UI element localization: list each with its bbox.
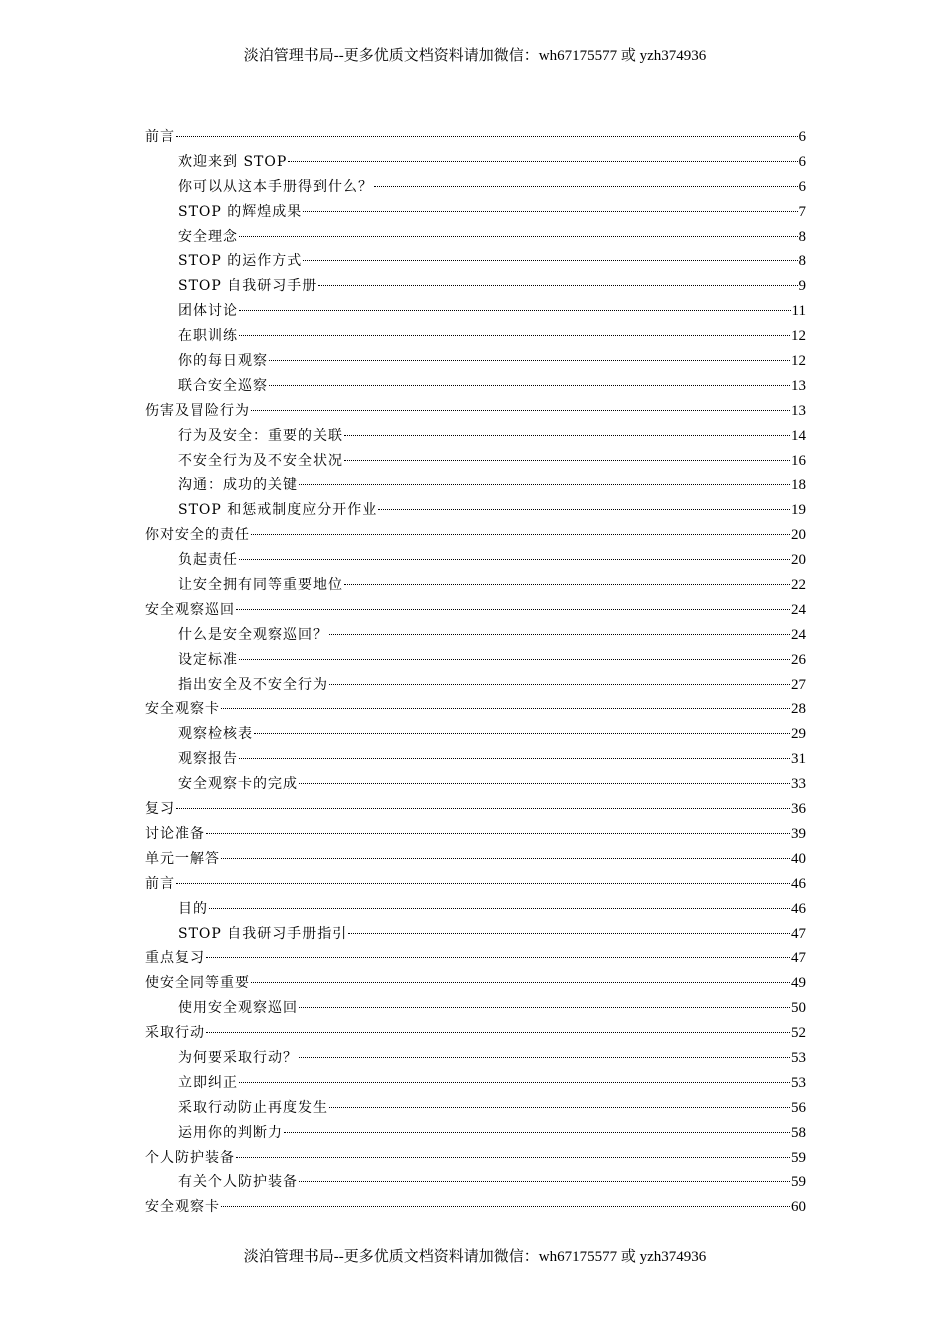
toc-entry-title: 你对安全的责任 (145, 527, 250, 544)
toc-entry-page-number: 50 (791, 1000, 806, 1017)
toc-entry-title: 个人防护装备 (145, 1149, 235, 1166)
toc-entry-title: 使安全同等重要 (145, 975, 250, 992)
toc-entry[interactable] (145, 226, 806, 251)
toc-entry-page-number: 12 (791, 353, 806, 370)
toc-dot-leader (288, 160, 797, 162)
toc-dot-leader (303, 210, 797, 212)
toc-entry-page-number: 11 (791, 303, 806, 320)
toc-entry[interactable] (145, 848, 806, 873)
toc-entry-title: STOP 的运作方式 (178, 253, 303, 270)
toc-entry[interactable] (145, 1196, 806, 1221)
toc-dot-leader (221, 857, 790, 859)
page-header: 淡泊管理书局--更多优质文档资料请加微信：wh67175577 或 yzh374936 (243, 48, 707, 64)
toc-dot-leader (206, 832, 790, 834)
toc-entry-title: 为何要采取行动？ (178, 1049, 298, 1066)
toc-dot-leader (206, 1031, 790, 1033)
toc-entry-title: 观察报告 (178, 751, 238, 768)
toc-entry-title: 在职训练 (178, 328, 238, 345)
toc-entry[interactable] (145, 549, 806, 574)
toc-dot-leader (239, 757, 790, 759)
toc-entry[interactable] (145, 624, 806, 649)
toc-entry[interactable] (145, 375, 806, 400)
toc-entry-page-number: 18 (791, 477, 806, 494)
toc-entry-title: 有关个人防护装备 (178, 1174, 298, 1191)
toc-entry[interactable] (145, 499, 806, 524)
toc-entry[interactable] (145, 350, 806, 375)
toc-dot-leader (269, 384, 790, 386)
toc-entry[interactable] (145, 748, 806, 773)
toc-entry[interactable] (145, 898, 806, 923)
toc-entry-page-number: 24 (791, 601, 806, 618)
toc-dot-leader (299, 483, 790, 485)
toc-entry[interactable] (145, 723, 806, 748)
toc-entry-title: 不安全行为及不安全状况 (178, 452, 343, 469)
toc-dot-leader (348, 932, 790, 934)
toc-dot-leader (209, 907, 790, 909)
toc-entry-page-number: 26 (791, 651, 806, 668)
toc-entry-page-number: 56 (791, 1099, 806, 1116)
toc-entry-title: 安全观察卡的完成 (178, 776, 298, 793)
toc-dot-leader (303, 259, 797, 261)
toc-dot-leader (251, 409, 790, 411)
toc-entry-page-number: 59 (791, 1174, 806, 1191)
toc-dot-leader (239, 309, 791, 311)
toc-entry[interactable] (145, 823, 806, 848)
toc-entry[interactable] (145, 1072, 806, 1097)
toc-entry-title: 前言 (145, 129, 175, 145)
toc-entry-title: 采取行动防止再度发生 (178, 1099, 328, 1116)
toc-entry-title: 目的 (178, 900, 208, 917)
toc-entry-page-number: 49 (791, 975, 806, 992)
toc-dot-leader (254, 732, 790, 734)
toc-dot-leader (239, 558, 790, 560)
toc-entry-page-number: 28 (791, 701, 806, 718)
toc-dot-leader (299, 1180, 790, 1182)
toc-entry-page-number: 22 (791, 577, 806, 594)
toc-entry-page-number: 53 (791, 1049, 806, 1066)
toc-entry-page-number: 29 (791, 726, 806, 743)
toc-entry-page-number: 16 (791, 452, 806, 469)
toc-dot-leader (344, 459, 790, 461)
toc-entry-title: 运用你的判断力 (178, 1124, 283, 1141)
toc-entry-title: 沟通：成功的关键 (178, 477, 298, 494)
toc-entry-page-number: 47 (791, 950, 806, 967)
toc-entry-page-number: 24 (791, 626, 806, 643)
toc-dot-leader (221, 707, 790, 709)
toc-entry-page-number: 6 (798, 129, 806, 145)
toc-entry[interactable] (145, 947, 806, 972)
toc-entry-title: 你可以从这本手册得到什么？ (178, 178, 373, 195)
toc-entry-page-number: 52 (791, 1025, 806, 1042)
toc-dot-leader (329, 683, 790, 685)
toc-dot-leader (344, 434, 790, 436)
toc-entry-title: 团体讨论 (178, 303, 238, 320)
toc-dot-leader (299, 782, 790, 784)
toc-entry-title: 你的每日观察 (178, 353, 268, 370)
toc-entry[interactable] (145, 574, 806, 599)
toc-entry-page-number: 47 (791, 925, 806, 942)
toc-entry[interactable] (145, 798, 806, 823)
toc-entry[interactable] (145, 1171, 806, 1196)
toc-entry-title: 重点复习 (145, 950, 205, 967)
toc-entry[interactable] (145, 325, 806, 350)
toc-entry[interactable] (145, 923, 806, 948)
toc-dot-leader (344, 583, 790, 585)
toc-dot-leader (236, 1156, 790, 1158)
toc-entry-page-number: 6 (798, 153, 806, 170)
toc-dot-leader (176, 882, 790, 884)
toc-entry[interactable] (145, 474, 806, 499)
toc-entry[interactable] (145, 176, 806, 201)
toc-entry[interactable] (145, 126, 806, 151)
toc-entry-title: 采取行动 (145, 1025, 205, 1042)
toc-dot-leader (206, 956, 790, 958)
toc-entry[interactable] (145, 1097, 806, 1122)
toc-entry-page-number: 46 (791, 900, 806, 917)
toc-entry-title: 讨论准备 (145, 825, 205, 842)
toc-dot-leader (239, 235, 798, 237)
toc-entry-page-number: 59 (791, 1149, 806, 1166)
toc-entry-page-number: 53 (791, 1074, 806, 1091)
toc-dot-leader (236, 608, 790, 610)
toc-entry-page-number: 13 (791, 377, 806, 394)
toc-dot-leader (221, 1205, 790, 1207)
toc-entry-page-number: 58 (791, 1124, 806, 1141)
toc-dot-leader (299, 1006, 790, 1008)
toc-entry-title: 什么是安全观察巡回？ (178, 626, 328, 643)
toc-entry-title: 欢迎来到 STOP (178, 153, 288, 170)
toc-entry-title: 安全观察卡 (145, 1199, 220, 1216)
toc-entry[interactable] (145, 524, 806, 549)
toc-entry-title: 观察检核表 (178, 726, 253, 743)
toc-entry-page-number: 20 (791, 552, 806, 569)
toc-entry-title: 使用安全观察巡回 (178, 1000, 298, 1017)
toc-entry-title: 复习 (145, 801, 175, 818)
toc-entry-page-number: 8 (798, 228, 806, 245)
toc-entry-title: STOP 自我研习手册 (178, 278, 318, 295)
toc-entry-page-number: 9 (798, 278, 806, 295)
toc-entry[interactable] (145, 201, 806, 226)
toc-entry[interactable] (145, 400, 806, 425)
toc-entry-page-number: 6 (798, 178, 806, 195)
toc-entry-page-number: 31 (791, 751, 806, 768)
toc-entry[interactable] (145, 972, 806, 997)
toc-entry-page-number: 14 (791, 427, 806, 444)
toc-dot-leader (239, 1081, 790, 1083)
toc-entry-page-number: 60 (791, 1199, 806, 1216)
toc-entry-page-number: 27 (791, 676, 806, 693)
toc-entry[interactable] (145, 1147, 806, 1172)
toc-entry-page-number: 7 (798, 203, 806, 220)
toc-entry[interactable] (145, 649, 806, 674)
toc-entry[interactable] (145, 698, 806, 723)
toc-dot-leader (269, 359, 790, 361)
toc-dot-leader (176, 807, 790, 809)
toc-entry[interactable] (145, 300, 806, 325)
toc-entry-page-number: 12 (791, 328, 806, 345)
toc-entry-page-number: 39 (791, 825, 806, 842)
toc-entry-page-number: 40 (791, 850, 806, 867)
page-footer: 淡泊管理书局--更多优质文档资料请加微信：wh67175577 或 yzh374936 (243, 1249, 707, 1265)
toc-dot-leader (251, 981, 790, 983)
toc-entry[interactable] (145, 275, 806, 300)
toc-entry[interactable] (145, 250, 806, 275)
toc-entry[interactable] (145, 674, 806, 699)
toc-entry[interactable] (145, 450, 806, 475)
toc-entry-title: 单元一解答 (145, 850, 220, 867)
toc-entry[interactable] (145, 873, 806, 898)
toc-dot-leader (239, 658, 790, 660)
toc-entry-title: 安全理念 (178, 228, 238, 245)
toc-dot-leader (329, 1106, 790, 1108)
toc-dot-leader (378, 508, 790, 510)
toc-entry-title: STOP 自我研习手册指引 (178, 925, 348, 942)
toc-entry-title: 伤害及冒险行为 (145, 402, 250, 419)
toc-entry-page-number: 33 (791, 776, 806, 793)
table-of-contents (145, 126, 806, 1221)
toc-entry-title: 立即纠正 (178, 1074, 238, 1091)
toc-entry[interactable] (145, 1047, 806, 1072)
toc-entry-title: 负起责任 (178, 552, 238, 569)
toc-entry[interactable] (145, 773, 806, 798)
toc-entry[interactable] (145, 1122, 806, 1147)
toc-dot-leader (329, 633, 790, 635)
toc-dot-leader (374, 185, 798, 187)
toc-entry-title: STOP 和惩戒制度应分开作业 (178, 502, 378, 519)
toc-entry[interactable] (145, 1022, 806, 1047)
toc-dot-leader (239, 334, 790, 336)
toc-entry[interactable] (145, 997, 806, 1022)
toc-dot-leader (251, 533, 790, 535)
toc-entry[interactable] (145, 151, 806, 176)
toc-entry-title: 设定标准 (178, 651, 238, 668)
toc-entry-title: 行为及安全：重要的关联 (178, 427, 343, 444)
toc-entry-title: 指出安全及不安全行为 (178, 676, 328, 693)
toc-entry-title: 安全观察卡 (145, 701, 220, 718)
toc-entry-title: STOP 的辉煌成果 (178, 203, 303, 220)
toc-entry-page-number: 19 (791, 502, 806, 519)
toc-entry-page-number: 13 (791, 402, 806, 419)
toc-entry-page-number: 36 (791, 801, 806, 818)
toc-entry-title: 前言 (145, 875, 175, 892)
toc-entry-page-number: 46 (791, 875, 806, 892)
toc-dot-leader (299, 1056, 790, 1058)
toc-entry-title: 安全观察巡回 (145, 601, 235, 618)
toc-entry[interactable] (145, 599, 806, 624)
toc-entry-title: 让安全拥有同等重要地位 (178, 577, 343, 594)
toc-dot-leader (318, 284, 797, 286)
toc-entry-title: 联合安全巡察 (178, 377, 268, 394)
toc-entry-page-number: 20 (791, 527, 806, 544)
toc-entry[interactable] (145, 425, 806, 450)
toc-dot-leader (176, 135, 798, 137)
toc-entry-page-number: 8 (798, 253, 806, 270)
toc-dot-leader (284, 1131, 790, 1133)
